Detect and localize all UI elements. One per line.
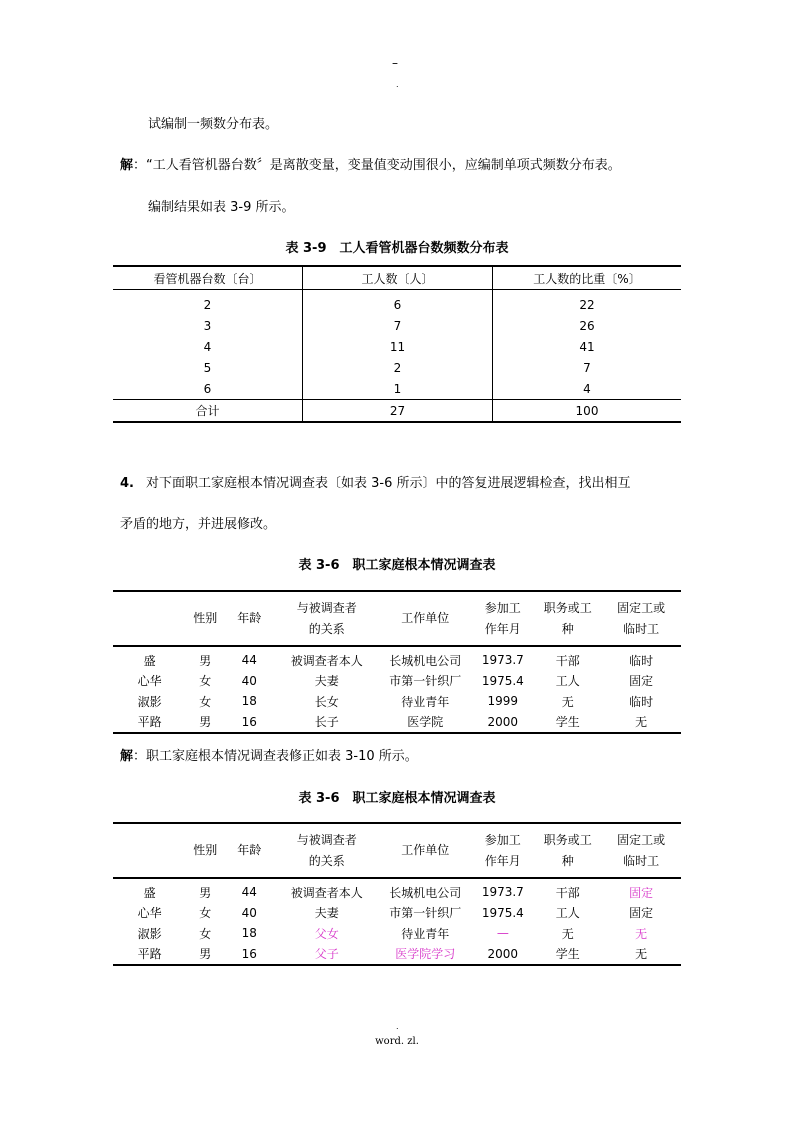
table-3-6-corrected-caption: 表 3-6 职工家庭根本情况调查表 [298,791,496,806]
table-cell: 被调查者本人 [290,885,363,900]
question-4-line-2: 矛盾的地方，并进展修改。 [120,517,277,532]
table-row [113,378,681,400]
table-header-cell [113,591,186,646]
table-cell: 市第一针织厂 [389,906,462,921]
table-cell: 41 [579,339,595,354]
table-cell: 固定 [629,906,654,921]
table-cell: 无 [561,694,574,709]
table-row [113,944,681,966]
table-cell: 4 [583,381,591,396]
table-header-cell: 工作单位 [379,591,471,646]
result-line: 编制结果如表 3-9 所示。 [148,200,295,215]
table-header-cell: 固定工或 临时工 [601,591,681,646]
question-4-number: 4. [120,476,134,491]
header-dash: – [392,56,398,70]
table-cell: 工人 [555,906,580,921]
table-cell: 固定 [629,885,654,900]
table-cell: 无 [635,926,648,941]
table-row [113,336,681,357]
table-header-cell: 年龄 [224,591,274,646]
table-cell: 27 [303,400,493,423]
table-cell: 合计 [113,400,303,423]
footer-text: word. zl. [375,1036,419,1047]
table-row [113,882,681,903]
table-cell: 26 [579,318,595,333]
table-cell: 长子 [314,715,339,730]
table-cell: 父子 [314,947,339,962]
table-header-cell: 参加工 作年月 [471,591,534,646]
table-cell: 18 [241,694,257,709]
table-cell: 2 [303,357,493,378]
table-3-9-header: 看管机器台数〔台〕 [113,266,303,290]
table-cell: 1973.7 [481,885,524,900]
table-cell: 干部 [555,653,580,668]
table-header-row [113,591,681,646]
table-header-cell: 参加工 作年月 [471,823,534,878]
table-header-cell: 工作单位 [379,823,471,878]
table-cell: 女 [199,674,212,689]
table-cell: 无 [561,926,574,941]
table-cell: 医学院 [407,715,444,730]
table-cell: 男 [199,715,212,730]
table-cell: 3 [113,315,303,336]
table-header-cell: 与被调查者 的关系 [274,823,379,878]
table-cell: 女 [199,926,212,941]
header-dot: . [396,80,399,89]
table-row [113,357,681,378]
table-header-cell: 固定工或 临时工 [601,823,681,878]
table-header-cell: 年龄 [224,823,274,878]
table-cell: 2000 [487,714,519,729]
table-cell: 无 [635,947,648,962]
table-cell: 盛 [143,653,156,668]
footer-dot: . [396,1022,399,1031]
table-cell: 干部 [555,885,580,900]
table-cell: 心华 [137,906,162,921]
solution-2-text: ：职工家庭根本情况调查表修正如表 3-10 所示。 [133,749,418,764]
solution-2-prefix: 解 [120,749,134,764]
table-cell: 2 [113,294,303,315]
table-3-6-caption: 表 3-6 职工家庭根本情况调查表 [298,558,496,573]
table-header-cell: 与被调查者 的关系 [274,591,379,646]
table-row [113,903,681,924]
table-row [113,712,681,734]
table-cell: 心华 [137,674,162,689]
table-cell: 男 [199,947,212,962]
table-cell: 盛 [143,885,156,900]
table-cell: 40 [241,673,257,688]
table-3-6-corrected [113,822,681,966]
table-cell: 16 [241,946,257,961]
table-cell: 18 [241,926,257,941]
table-cell: 父女 [314,926,339,941]
table-cell: 11 [303,336,493,357]
table-cell: 工人 [555,674,580,689]
table-row [113,315,681,336]
table-row [113,650,681,671]
table-3-9-header: 工人数的比重〔%〕 [493,266,682,290]
table-cell: 淑影 [137,694,162,709]
table-cell: 临时 [629,694,654,709]
table-cell: 待业青年 [401,926,450,941]
table-cell: 男 [199,885,212,900]
table-cell: 40 [241,905,257,920]
table-cell: 5 [113,357,303,378]
table-3-9-header: 工人数〔人〕 [303,266,493,290]
table-cell: 1 [303,378,493,400]
table-cell: 夫妻 [314,906,339,921]
table-cell: 6 [303,294,493,315]
table-cell: 男 [199,653,212,668]
table-header-cell: 职务或工 种 [534,823,601,878]
table-3-9-header-row [113,266,681,290]
table-cell: 女 [199,694,212,709]
table-cell: 7 [583,360,591,375]
table-3-9-total-row [113,400,681,423]
table-header-cell: 性别 [186,591,224,646]
intro-line: 试编制一频数分布表。 [148,117,279,132]
table-cell: 44 [241,885,257,900]
table-header-cell: 职务或工 种 [534,591,601,646]
table-cell: 1975.4 [481,905,524,920]
table-row [113,923,681,944]
table-row [113,294,681,315]
table-header-row [113,823,681,878]
table-cell: 长城机电公司 [389,653,462,668]
table-cell: 平路 [137,715,162,730]
table-3-9 [113,265,681,423]
table-header-cell [113,823,186,878]
solution-1-text: ：“工人看管机器台数〞是离散变量，变量值变动围很小，应编制单项式频数分布表。 [133,158,621,173]
table-cell: 长城机电公司 [389,885,462,900]
table-cell: 被调查者本人 [290,653,363,668]
table-cell: 无 [635,715,648,730]
table-cell: 长女 [314,694,339,709]
table-cell: 16 [241,714,257,729]
question-4-text-1: 对下面职工家庭根本情况调查表〔如表 3-6 所示〕中的答复进展逻辑检查，找出相互 [145,476,631,491]
table-cell: 1973.7 [481,653,524,668]
table-cell: 6 [113,378,303,400]
table-cell: 临时 [629,653,654,668]
table-cell: 2000 [487,946,519,961]
table-row [113,691,681,712]
question-4-line-1 [120,472,630,491]
table-cell: 学生 [555,947,580,962]
table-3-6-original [113,590,681,734]
table-cell: 100 [493,400,682,423]
table-cell: 1999 [487,694,519,709]
table-3-9-caption: 表 3-9 工人看管机器台数频数分布表 [285,241,509,256]
table-cell: 固定 [629,674,654,689]
table-cell: 平路 [137,947,162,962]
table-cell: 44 [241,653,257,668]
table-cell: 22 [579,297,595,312]
solution-1 [120,154,621,173]
table-cell: 4 [113,336,303,357]
table-cell: 女 [199,906,212,921]
table-cell: 淑影 [137,926,162,941]
table-cell: 夫妻 [314,674,339,689]
solution-2 [120,745,418,764]
table-cell: 1975.4 [481,673,524,688]
table-row [113,671,681,692]
table-cell: 医学院学习 [395,947,456,962]
table-cell: 待业青年 [401,694,450,709]
table-cell: 市第一针织厂 [389,674,462,689]
solution-1-prefix: 解 [120,158,134,173]
table-cell: — [496,926,509,941]
table-cell: 学生 [555,715,580,730]
table-header-cell: 性别 [186,823,224,878]
table-cell: 7 [303,315,493,336]
